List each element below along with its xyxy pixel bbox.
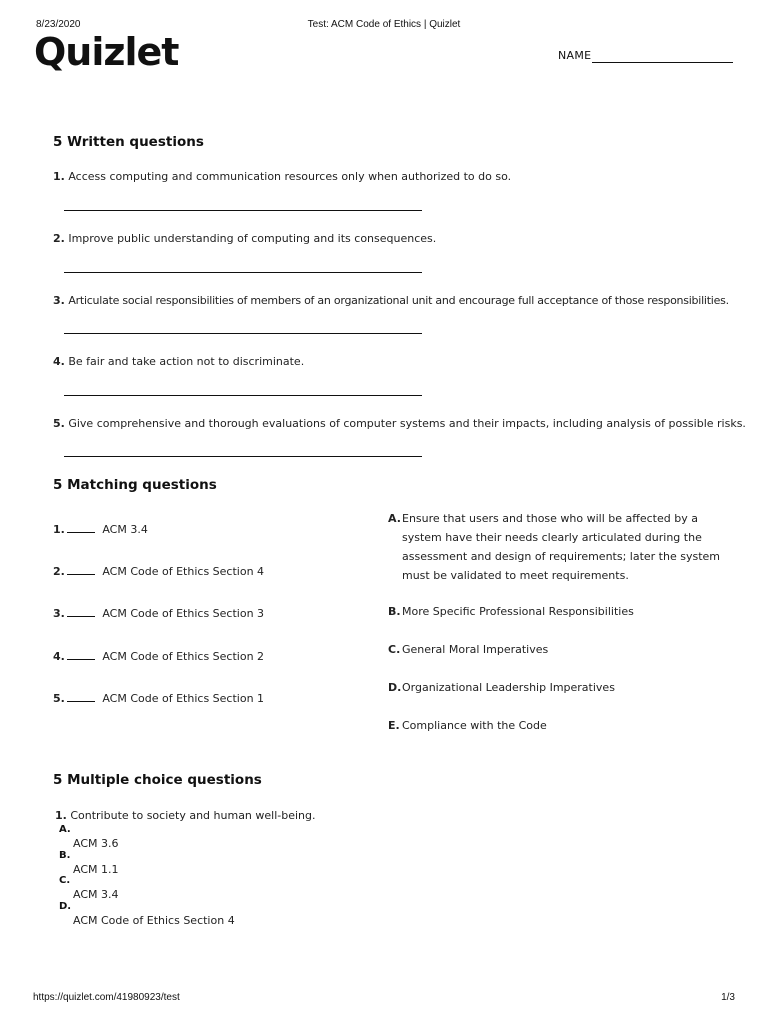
definition-text: Organizational Leadership Imperatives	[402, 681, 615, 694]
option-letter: C.	[59, 875, 71, 886]
question-text: Improve public understanding of computing and its consequences.	[68, 232, 437, 245]
print-date: 8/23/2020	[36, 19, 81, 30]
item-number: 2.	[53, 565, 65, 578]
item-text: ACM Code of Ethics Section 3	[102, 607, 265, 620]
written-question	[53, 170, 511, 183]
definition-letter: C.	[388, 643, 401, 656]
mc-question	[55, 809, 316, 822]
matching-definition	[388, 716, 732, 735]
option-letter: B.	[59, 850, 71, 861]
question-text: Articulate social responsibilities of members of an organizational unit and encourage full acceptance of those responsibilities.	[68, 294, 729, 307]
written-section-title: 5 Written questions	[53, 134, 204, 150]
question-number: 2.	[53, 232, 65, 245]
answer-line[interactable]	[64, 210, 422, 211]
name-label: NAME	[558, 49, 592, 62]
matching-item	[53, 564, 264, 578]
option-c[interactable]: ACM 3.4	[73, 888, 119, 901]
answer-blank[interactable]	[67, 564, 95, 575]
answer-blank[interactable]	[67, 649, 95, 660]
question-number: 1.	[55, 809, 67, 822]
question-number: 3.	[53, 294, 65, 307]
option-a[interactable]: ACM 3.6	[73, 837, 119, 850]
option-d[interactable]: ACM Code of Ethics Section 4	[73, 914, 235, 927]
matching-definition	[388, 678, 732, 697]
print-title: Test: ACM Code of Ethics | Quizlet	[307, 19, 461, 30]
answer-line[interactable]	[64, 395, 422, 396]
multiple-choice-section-title: 5 Multiple choice questions	[53, 772, 262, 788]
option-letter: A.	[59, 824, 71, 835]
question-number: 1.	[53, 170, 65, 183]
matching-section-title: 5 Matching questions	[53, 477, 217, 493]
matching-definition	[388, 509, 732, 585]
print-url[interactable]: https://quizlet.com/41980923/test	[33, 992, 180, 1003]
item-text: ACM Code of Ethics Section 4	[102, 565, 265, 578]
definition-text: General Moral Imperatives	[402, 643, 549, 656]
quizlet-logo: Quizlet	[34, 30, 179, 74]
written-question	[53, 232, 436, 245]
definition-text: Compliance with the Code	[402, 719, 547, 732]
answer-line[interactable]	[64, 272, 422, 273]
answer-line[interactable]	[64, 456, 422, 457]
question-number: 4.	[53, 355, 65, 368]
item-text: ACM Code of Ethics Section 1	[102, 692, 265, 705]
written-question	[53, 355, 304, 368]
item-number: 5.	[53, 692, 65, 705]
matching-definition	[388, 640, 732, 659]
definition-letter: D.	[388, 681, 402, 694]
answer-blank[interactable]	[67, 606, 95, 617]
answer-line[interactable]	[64, 333, 422, 334]
item-number: 4.	[53, 650, 65, 663]
definition-letter: B.	[388, 605, 401, 618]
matching-definition	[388, 602, 732, 621]
item-text: ACM 3.4	[102, 523, 148, 536]
matching-item	[53, 649, 264, 663]
definition-letter: E.	[388, 719, 400, 732]
item-number: 1.	[53, 523, 65, 536]
item-text: ACM Code of Ethics Section 2	[102, 650, 265, 663]
answer-blank[interactable]	[67, 522, 95, 533]
name-field[interactable]	[592, 62, 733, 63]
matching-item	[53, 522, 148, 536]
question-text: Give comprehensive and thorough evaluations of computer systems and their impacts, including analysis of possible risks.	[68, 417, 746, 430]
matching-item	[53, 606, 264, 620]
item-number: 3.	[53, 607, 65, 620]
written-question	[53, 294, 729, 307]
definition-letter: A.	[388, 512, 401, 525]
definition-text: More Specific Professional Responsibilities	[402, 605, 634, 618]
page-number: 1/3	[721, 992, 735, 1003]
definition-text: Ensure that users and those who will be affected by a system have their needs clearly articulated during the assessment and design of requirements; later the system must be validated to meet requirements.	[402, 512, 720, 582]
option-b[interactable]: ACM 1.1	[73, 863, 119, 876]
question-text: Be fair and take action not to discriminate.	[68, 355, 305, 368]
option-letter: D.	[59, 901, 72, 912]
question-text: Contribute to society and human well-being.	[70, 809, 316, 822]
written-question	[53, 417, 746, 430]
matching-item	[53, 691, 264, 705]
answer-blank[interactable]	[67, 691, 95, 702]
question-text: Access computing and communication resources only when authorized to do so.	[68, 170, 512, 183]
question-number: 5.	[53, 417, 65, 430]
